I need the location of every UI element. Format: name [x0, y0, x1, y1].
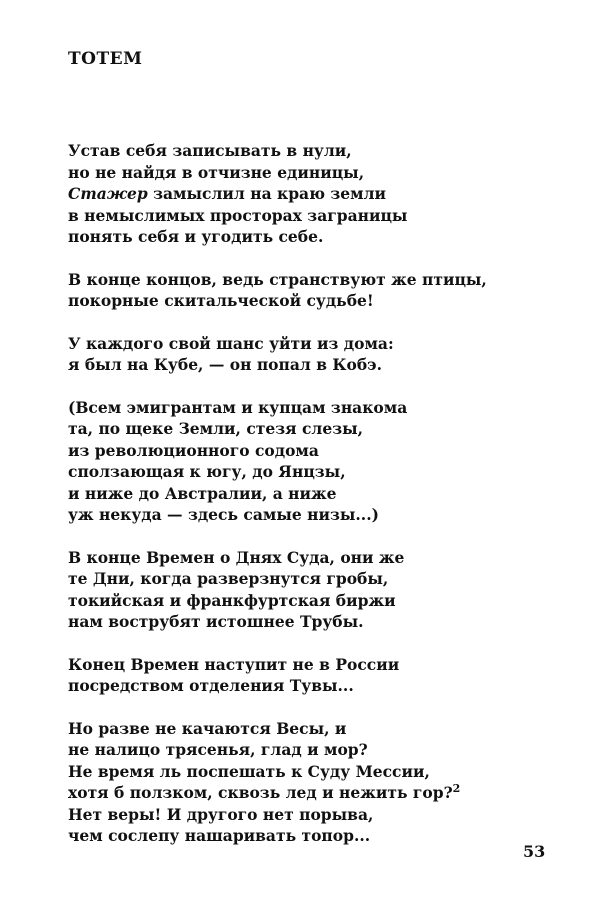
stanza — [68, 333, 558, 376]
poem-line: (Всем эмигрантам и купцам знакома — [68, 397, 408, 417]
line-text: хотя б ползком, сквозь лед и нежить гор? — [68, 783, 453, 802]
poem-line: понять себя и угодить себе. — [68, 227, 324, 246]
line-rest: замыслил на краю земли — [147, 184, 387, 203]
poem-line: покорные скитальческой судьбе! — [68, 291, 374, 310]
stanza — [68, 547, 558, 633]
poem-line: В конце Времен о Днях Суда, они же — [68, 547, 405, 567]
italic-word: Стажер — [68, 184, 148, 203]
poem-line: чем сослепу нашаривать топор... — [68, 826, 371, 845]
footnote-marker[interactable]: 2 — [452, 781, 461, 795]
poem-line — [68, 782, 558, 804]
stanza — [68, 269, 558, 312]
stanza — [68, 397, 558, 526]
poem-line: из революционного содома — [68, 440, 319, 460]
poem-line: сползающая к югу, до Янцзы, — [68, 462, 346, 481]
poem-line: не налицо трясенья, глад и мор? — [68, 740, 368, 759]
poem-line: токийская и франкфуртская биржи — [68, 590, 396, 610]
poem-line: та, по щеке Земли, стезя слезы, — [68, 419, 364, 438]
stanza — [68, 718, 558, 847]
poem-line — [68, 183, 558, 205]
poem-line: Устав себя записывать в нули, — [68, 141, 352, 160]
poem-line: посредством отделения Тувы... — [68, 676, 354, 695]
poem-line: Не время ль поспешать к Суду Мессии, — [68, 761, 430, 781]
stanza — [68, 140, 558, 248]
poem-line: Нет веры! И другого нет порыва, — [68, 804, 374, 824]
stanza — [68, 654, 558, 697]
poem-line: У каждого свой шанс уйти из дома: — [68, 333, 394, 353]
poem-line: и ниже до Австралии, а ниже — [68, 483, 337, 503]
poem-line: уж некуда — здесь самые низы...) — [68, 505, 379, 524]
poem-line: Конец Времен наступит не в России — [68, 654, 400, 674]
poem-line: в немыслимых просторах заграницы — [68, 205, 408, 225]
poem-line: я был на Кубе, — он попал в Кобэ. — [68, 355, 382, 374]
poem-line: Но разве не качаются Весы, и — [68, 718, 347, 738]
poem-title: ТОТЕМ — [68, 49, 143, 69]
poem-line: те Дни, когда разверзнутся гробы, — [68, 569, 389, 588]
poem-line: но не найдя в отчизне единицы, — [68, 162, 365, 182]
page-number: 53 — [523, 842, 546, 861]
poem-line: нам вострубят истошнее Трубы. — [68, 612, 364, 631]
poem-body — [68, 140, 558, 868]
poem-line: В конце концов, ведь странствуют же птицы, — [68, 269, 487, 289]
